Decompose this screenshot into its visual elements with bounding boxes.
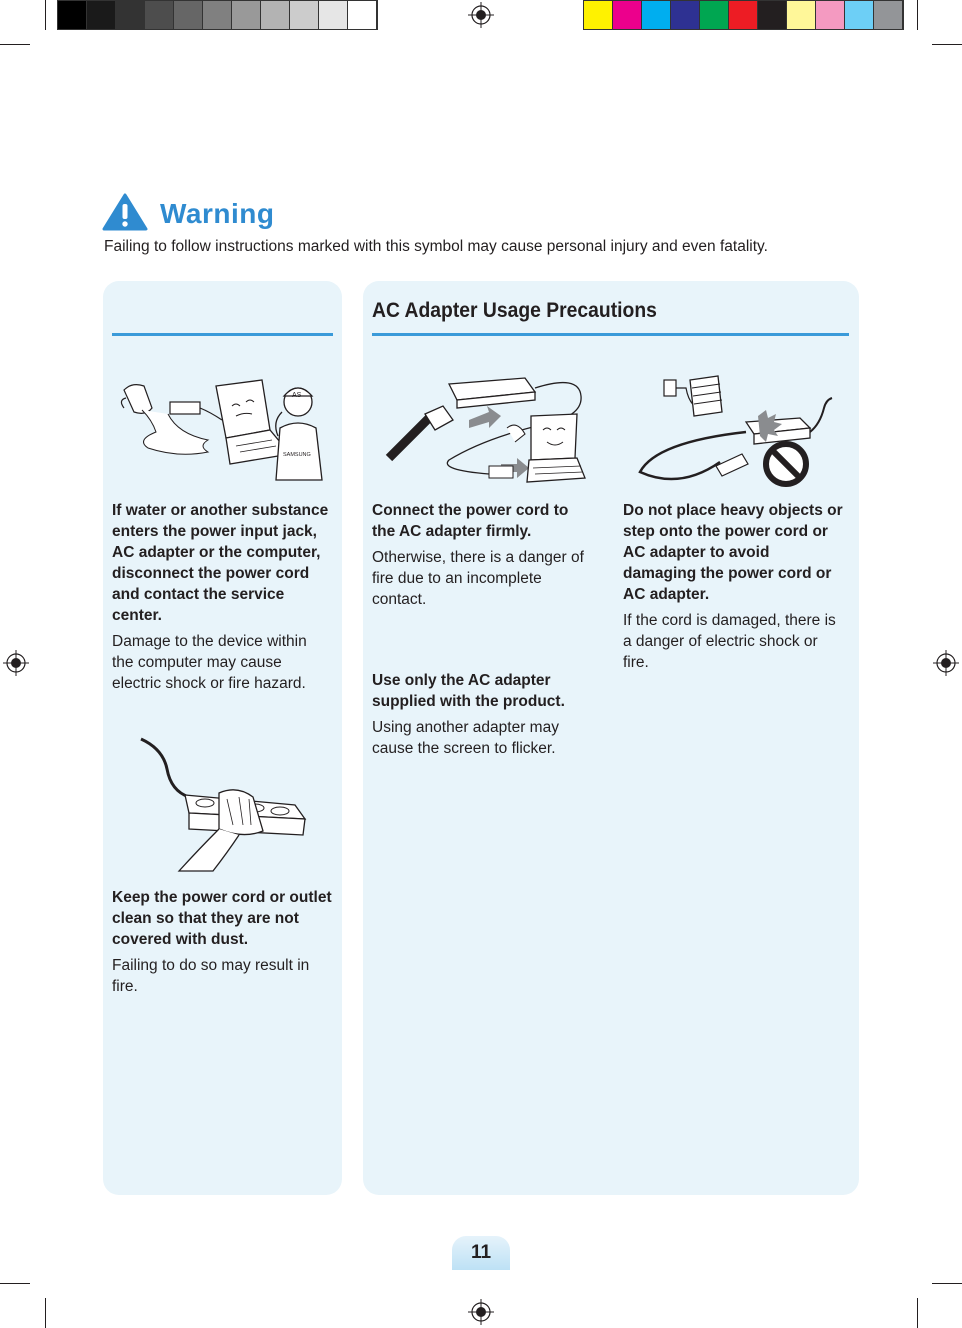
tech-cap-text: AS [292, 392, 302, 399]
water-spill-laptop-illustration [112, 370, 332, 490]
registration-mark-icon [933, 650, 959, 676]
crop-mark [917, 1298, 918, 1328]
precaution-heading: Do not place heavy objects or step onto the power cord or AC adapter to avoid damaging the power cord or AC adapter. [623, 502, 843, 603]
precaution-body: Failing to do so may result in fire. [112, 957, 310, 995]
warning-description: Failing to follow instructions marked with this symbol may cause personal injury and even fatality. [104, 238, 768, 255]
page-number: 11 [452, 1236, 510, 1270]
power-strip-cleaning-illustration [135, 735, 320, 875]
registration-mark-icon [468, 2, 494, 28]
process-color-bar [583, 0, 904, 30]
precaution-item-2 [112, 887, 332, 997]
precaution-body: If the cord is damaged, there is a danger of electric shock or fire. [623, 612, 836, 671]
precaution-body: Damage to the device within the computer may cause electric shock or fire hazard. [112, 633, 307, 692]
precaution-heading: Connect the power cord to the AC adapter firmly. [372, 502, 569, 540]
crop-mark [45, 1298, 46, 1328]
crop-mark [932, 1283, 962, 1284]
section-title-rule [372, 333, 849, 336]
crop-mark [0, 44, 30, 45]
crop-mark [932, 44, 962, 45]
precaution-item-3 [372, 500, 592, 610]
adapter-connection-illustration [385, 370, 590, 490]
registration-mark-icon [3, 650, 29, 676]
tech-shirt-text: SAMSUNG [283, 452, 311, 458]
warning-title: Warning [160, 198, 275, 229]
precaution-body: Otherwise, there is a danger of fire due to an incomplete contact. [372, 549, 584, 608]
precaution-body: Using another adapter may cause the screen to flicker. [372, 719, 559, 757]
warning-triangle-icon [102, 193, 148, 231]
crop-mark [0, 1283, 30, 1284]
precaution-item-5 [623, 500, 843, 673]
registration-mark-icon [468, 1299, 494, 1325]
heavy-object-on-cord-illustration [636, 370, 841, 490]
precaution-item-1 [112, 500, 332, 694]
precaution-heading: If water or another substance enters the power input jack, AC adapter or the computer, disconnect the power cord and contact the service center. [112, 502, 329, 624]
crop-mark [917, 0, 918, 30]
precaution-item-4 [372, 670, 592, 759]
section-title: AC Adapter Usage Precautions [372, 299, 657, 322]
crop-mark [45, 0, 46, 30]
grayscale-color-bar [57, 0, 378, 30]
precaution-heading: Use only the AC adapter supplied with the product. [372, 672, 565, 710]
left-panel-rule [112, 333, 333, 336]
precaution-heading: Keep the power cord or outlet clean so that they are not covered with dust. [112, 889, 332, 948]
